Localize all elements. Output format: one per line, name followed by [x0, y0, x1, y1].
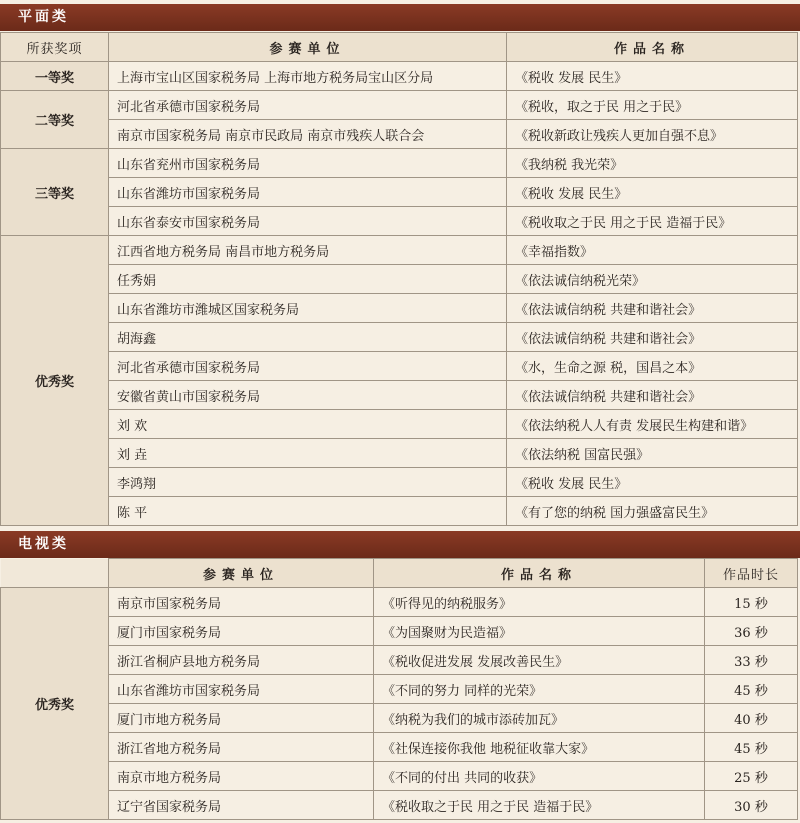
work-cell: 《听得见的纳税服务》	[374, 588, 705, 617]
duration-cell: 45 秒	[705, 733, 798, 762]
award-cell: 二等奖	[1, 91, 109, 149]
unit-cell: 山东省兖州市国家税务局	[109, 149, 507, 178]
duration-cell: 30 秒	[705, 791, 798, 820]
unit-cell: 山东省潍坊市潍城区国家税务局	[109, 294, 507, 323]
unit-cell: 刘 垚	[109, 439, 507, 468]
work-cell: 《幸福指数》	[507, 236, 798, 265]
unit-cell: 厦门市地方税务局	[109, 704, 374, 733]
tv-table-body	[1, 588, 798, 820]
print-table-body	[1, 62, 798, 526]
unit-cell: 浙江省桐庐县地方税务局	[109, 646, 374, 675]
work-cell: 《税收，取之于民 用之于民》	[507, 91, 798, 120]
table-row	[1, 294, 798, 323]
tv-awards-table	[0, 558, 798, 820]
unit-cell: 胡海鑫	[109, 323, 507, 352]
unit-cell: 山东省泰安市国家税务局	[109, 207, 507, 236]
print-section-header: 平面类	[0, 4, 800, 31]
work-cell: 《税收 发展 民生》	[507, 178, 798, 207]
table-row	[1, 62, 798, 91]
duration-cell: 15 秒	[705, 588, 798, 617]
table-row	[1, 791, 798, 820]
work-cell: 《有了您的纳税 国力强盛富民生》	[507, 497, 798, 526]
table-row	[1, 410, 798, 439]
table-row	[1, 178, 798, 207]
duration-cell: 33 秒	[705, 646, 798, 675]
unit-cell: 山东省潍坊市国家税务局	[109, 178, 507, 207]
table-row	[1, 468, 798, 497]
table-row	[1, 497, 798, 526]
unit-cell: 河北省承德市国家税务局	[109, 91, 507, 120]
work-cell: 《依法诚信纳税 共建和谐社会》	[507, 294, 798, 323]
table-row	[1, 265, 798, 294]
table-row	[1, 733, 798, 762]
unit-cell: 南京市国家税务局	[109, 588, 374, 617]
unit-cell: 辽宁省国家税务局	[109, 791, 374, 820]
work-cell: 《不同的努力 同样的光荣》	[374, 675, 705, 704]
work-cell: 《水，生命之源 税，国昌之本》	[507, 352, 798, 381]
column-header-work: 作品名称	[374, 559, 705, 588]
table-row	[1, 439, 798, 468]
work-cell: 《依法诚信纳税 共建和谐社会》	[507, 381, 798, 410]
unit-cell: 刘 欢	[109, 410, 507, 439]
work-cell: 《不同的付出 共同的收获》	[374, 762, 705, 791]
table-row	[1, 207, 798, 236]
unit-cell: 上海市宝山区国家税务局 上海市地方税务局宝山区分局	[109, 62, 507, 91]
table-row	[1, 704, 798, 733]
work-cell: 《社保连接你我他 地税征收靠大家》	[374, 733, 705, 762]
duration-cell: 36 秒	[705, 617, 798, 646]
award-cell: 三等奖	[1, 149, 109, 236]
work-cell: 《税收取之于民 用之于民 造福于民》	[374, 791, 705, 820]
work-cell: 《税收新政让残疾人更加自强不息》	[507, 120, 798, 149]
work-cell: 《依法纳税 国富民强》	[507, 439, 798, 468]
column-header-award: 所获奖项	[1, 33, 109, 62]
tv-section-header: 电视类	[0, 531, 800, 558]
duration-cell: 40 秒	[705, 704, 798, 733]
blank-header-cell	[1, 559, 109, 588]
table-row	[1, 762, 798, 791]
table-row	[1, 617, 798, 646]
table-header-row	[1, 33, 798, 62]
work-cell: 《依法诚信纳税 共建和谐社会》	[507, 323, 798, 352]
table-row	[1, 120, 798, 149]
unit-cell: 河北省承德市国家税务局	[109, 352, 507, 381]
work-cell: 《税收取之于民 用之于民 造福于民》	[507, 207, 798, 236]
work-cell: 《为国聚财为民造福》	[374, 617, 705, 646]
unit-cell: 陈 平	[109, 497, 507, 526]
table-row	[1, 236, 798, 265]
table-row	[1, 323, 798, 352]
table-row	[1, 352, 798, 381]
work-cell: 《我纳税 我光荣》	[507, 149, 798, 178]
duration-cell: 45 秒	[705, 675, 798, 704]
table-row	[1, 675, 798, 704]
unit-cell: 山东省潍坊市国家税务局	[109, 675, 374, 704]
table-row	[1, 91, 798, 120]
print-awards-table	[0, 32, 798, 526]
table-row	[1, 149, 798, 178]
award-cell: 一等奖	[1, 62, 109, 91]
work-cell: 《依法诚信纳税光荣》	[507, 265, 798, 294]
table-row	[1, 588, 798, 617]
table-row	[1, 381, 798, 410]
column-header-unit: 参赛单位	[109, 33, 507, 62]
table-row	[1, 646, 798, 675]
unit-cell: 江西省地方税务局 南昌市地方税务局	[109, 236, 507, 265]
unit-cell: 南京市国家税务局 南京市民政局 南京市残疾人联合会	[109, 120, 507, 149]
award-cell: 优秀奖	[1, 236, 109, 526]
unit-cell: 南京市地方税务局	[109, 762, 374, 791]
work-cell: 《税收 发展 民生》	[507, 468, 798, 497]
unit-cell: 厦门市国家税务局	[109, 617, 374, 646]
column-header-work: 作品名称	[507, 33, 798, 62]
unit-cell: 浙江省地方税务局	[109, 733, 374, 762]
unit-cell: 安徽省黄山市国家税务局	[109, 381, 507, 410]
unit-cell: 李鸿翔	[109, 468, 507, 497]
work-cell: 《依法纳税人人有责 发展民生构建和谐》	[507, 410, 798, 439]
duration-cell: 25 秒	[705, 762, 798, 791]
table-header-row	[1, 559, 798, 588]
work-cell: 《纳税为我们的城市添砖加瓦》	[374, 704, 705, 733]
unit-cell: 任秀娟	[109, 265, 507, 294]
column-header-duration: 作品时长	[705, 559, 798, 588]
work-cell: 《税收促进发展 发展改善民生》	[374, 646, 705, 675]
award-cell: 优秀奖	[1, 588, 109, 820]
work-cell: 《税收 发展 民生》	[507, 62, 798, 91]
column-header-unit: 参赛单位	[109, 559, 374, 588]
